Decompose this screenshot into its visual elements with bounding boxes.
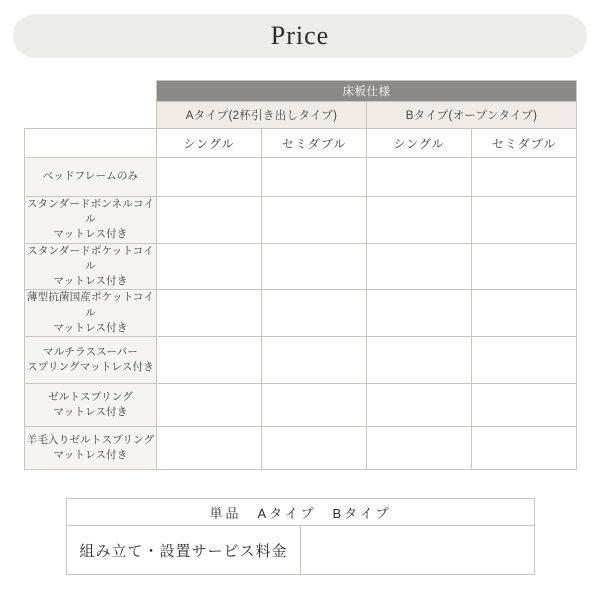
corner-cell [25,129,157,158]
row-label-line2: マットレス付き [53,275,128,288]
type-header-b: Bタイプ(オープンタイプ) [367,102,577,129]
row-label-line1: マルチラススーパー [43,345,138,358]
row-label-line2: マットレス付き [53,228,128,241]
table-row [25,243,577,290]
price-cell [472,243,577,290]
price-cell [472,336,577,383]
row-label [25,158,157,197]
size-header-b-semidouble: セミダブル [472,129,577,158]
price-cell [262,158,367,197]
price-cell [157,197,262,244]
row-label-line2: マットレス付き [53,448,128,461]
row-label-line1: 羊毛入りゼルトスプリング [26,433,155,446]
table-row [25,158,577,197]
table-row [25,383,577,426]
price-cell [262,243,367,290]
row-label-line1: スタンダードポケットコイル [27,244,154,272]
price-cell [367,290,472,337]
table-row-service-header [67,499,535,526]
page-title: Price [270,21,330,50]
price-cell [262,290,367,337]
price-cell [367,243,472,290]
size-header-a-single: シングル [157,129,262,158]
table-row [25,197,577,244]
row-label-line1: ベッドフレームのみ [42,170,139,183]
price-cell [262,383,367,426]
size-header-a-semidouble: セミダブル [262,129,367,158]
size-header-b-single: シングル [367,129,472,158]
price-cell [157,158,262,197]
price-cell [157,426,262,469]
row-label-line1: 薄型抗菌国産ポケットコイル [26,291,155,319]
price-cell [472,383,577,426]
price-cell [262,197,367,244]
row-label-line2: マットレス付き [53,321,128,334]
price-cell [157,383,262,426]
table-row-size-header [25,129,577,158]
price-cell [157,336,262,383]
table-row-service [67,526,535,575]
price-cell [367,197,472,244]
spacer-cell [25,81,157,102]
row-label [25,290,157,337]
row-label-line2: スプリングマットレス付き [26,360,155,373]
row-label [25,197,157,244]
price-cell [472,197,577,244]
price-cell [367,158,472,197]
table-row [25,426,577,469]
table-row-group-header [25,81,577,102]
service-label: 組み立て・設置サービス料金 [67,526,301,575]
row-label-line2: マットレス付き [53,405,128,418]
page-title-banner [13,14,587,58]
price-table [24,80,577,470]
service-price-cell [301,526,535,575]
row-label [25,426,157,469]
price-cell [472,158,577,197]
table-row [25,290,577,337]
table-row-type-header [25,102,577,129]
price-cell [472,290,577,337]
row-label [25,383,157,426]
price-cell [367,426,472,469]
price-cell [367,336,472,383]
price-cell [262,336,367,383]
row-label [25,243,157,290]
price-cell [157,243,262,290]
type-header-a: Aタイプ(2杯引き出しタイプ) [157,102,367,129]
assembly-service-table [66,498,535,575]
price-cell [157,290,262,337]
spacer-cell [25,102,157,129]
row-label [25,336,157,383]
service-header: 単品 Aタイプ Bタイプ [67,499,535,526]
price-cell [472,426,577,469]
price-cell [262,426,367,469]
row-label-line1: ゼルトスプリング [48,390,133,403]
price-cell [367,383,472,426]
table-row [25,336,577,383]
row-label-line1: スタンダードボンネルコイル [26,198,155,226]
group-header-floor-spec: 床板仕様 [157,81,577,102]
